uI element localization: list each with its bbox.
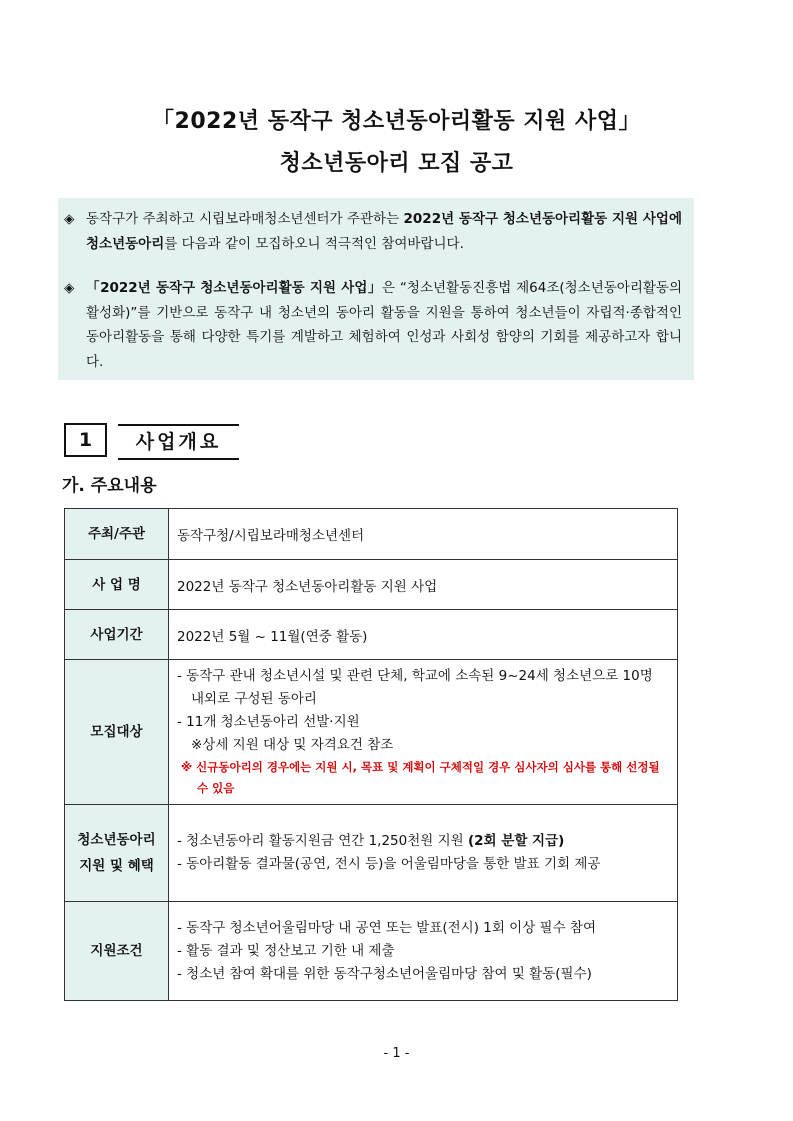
row-value [169,902,678,1001]
announcement-title-line1: 「2022년 동작구 청소년동아리활동 지원 사업」 [152,109,641,134]
table-row [65,560,678,610]
row-label: 지원조건 [65,902,169,1001]
intro-text-bold: 2022년 동작구 청소년동아리활동 지원 사업에 청소년동아리 [86,211,682,252]
intro-text-bold: 「2022년 동작구 청소년동아리활동 지원 사업」 [86,280,383,296]
table-row [65,509,678,560]
row-value [169,660,678,805]
row-label: 사업기간 [65,610,169,660]
target-note: ※ 신규동아리의 경우에는 지원 시, 목표 및 계획이 구체적일 경우 심사자의 심사를 통해 선정될 수 있음 [181,760,660,795]
table-row [65,902,678,1001]
period-value: 2022년 5월 ~ 11월(연중 활동) [177,628,368,645]
condition-item-3: - 청소년 참여 확대를 위한 동작구청소년어울림마당 참여 및 활동(필수) [177,965,592,982]
target-item-1: - 동작구 관내 청소년시설 및 관련 단체, 학교에 소속된 9~24세 청소년으로 10명 내외로 구성된 동아리 [177,668,653,707]
benefit-item-2: - 동아리활동 결과물(공연, 전시 등)을 어울림마당을 통한 발표 기회 제공 [177,856,601,872]
intro-text: 은 “청소년활동진흥법 제64조(청소년동아리활동의 활성화)”를 기반으로 동작구 내 청소년의 동아리 활동을 지원을 통하여 청소년들이 자립적·종합적인 동아리활동을 통해 다양한 특기를 계발하고 체험하여 인성과 사회성 함양의 기회를 제공하고자 합니다. [86,280,682,370]
table-row [65,805,678,902]
diamond-bullet-icon: ◈ [64,280,75,296]
row-value [169,560,678,610]
intro-text: 동작구가 주최하고 시립보라매청소년센터가 주관하는 [86,211,404,227]
row-value [169,805,678,902]
row-value [169,509,678,560]
row-label [65,805,169,902]
section-title: 사업개요 [118,424,239,460]
row-label: 주최/주관 [65,509,169,560]
intro-text: 를 다음과 같이 모집하오니 적극적인 참여바랍니다. [164,235,464,252]
section-number: 1 [64,423,107,457]
name-value: 2022년 동작구 청소년동아리활동 지원 사업 [177,578,438,595]
table-row [65,610,678,660]
target-item-3: ※상세 지원 대상 및 자격요건 참조 [191,737,394,753]
target-item-2: - 11개 청소년동아리 선발·지원 [177,714,360,730]
subheading: 가. 주요내용 [62,476,157,496]
benefit-item-1-bold: (2회 분할 지급) [467,833,565,849]
benefit-label-line1: 청소년동아리 [77,832,156,848]
table-row [65,660,678,805]
diamond-bullet-icon: ◈ [64,211,75,227]
row-label: 모집대상 [65,660,169,805]
page-number: - 1 - [383,1046,410,1061]
row-label: 사 업 명 [65,560,169,610]
condition-item-2: - 활동 결과 및 정산보고 기한 내 제출 [177,942,395,959]
announcement-title-line2: 청소년동아리 모집 공고 [279,151,514,176]
benefit-item-1-text: - 청소년동아리 활동지원금 연간 1,250천원 지원 [177,833,468,849]
condition-item-1: - 동작구 청소년어울림마당 내 공연 또는 발표(전시) 1회 이상 필수 참여 [177,919,597,936]
benefit-item-1 [177,830,669,853]
host-value: 동작구청/시립보라매청소년센터 [177,528,365,544]
benefit-label-line2: 지원 및 혜택 [79,858,154,874]
intro-box [58,198,694,380]
overview-table [64,508,678,1001]
row-value [169,610,678,660]
